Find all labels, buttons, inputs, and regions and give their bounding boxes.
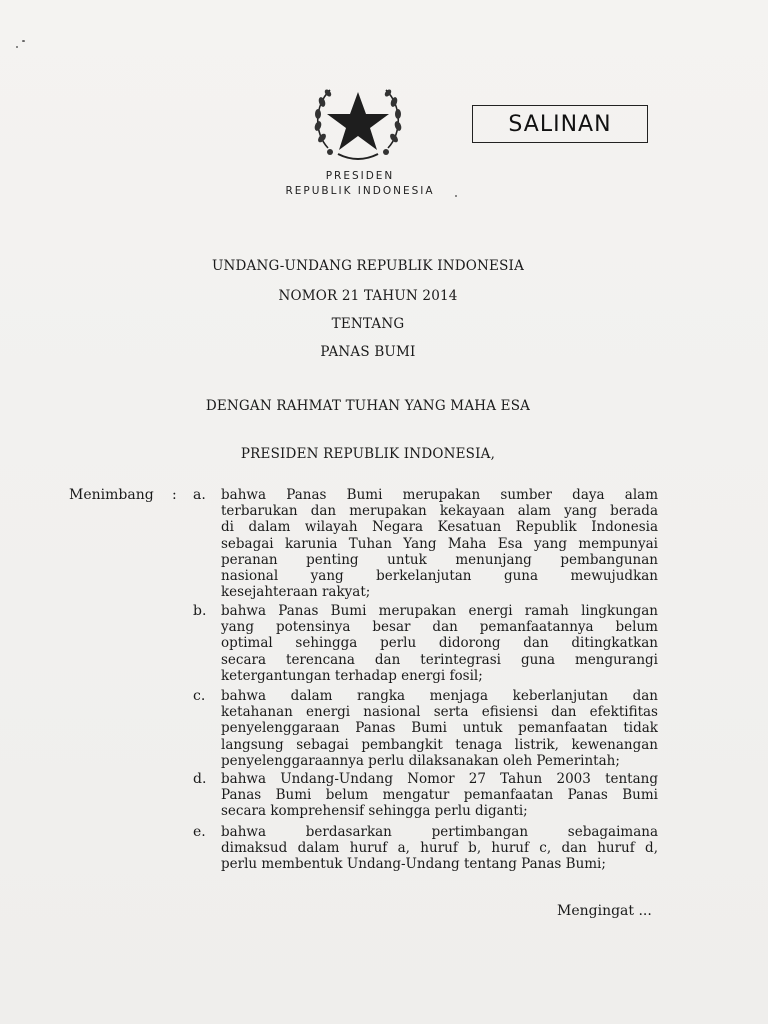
item-line: peranan penting untuk menunjang pembangunan <box>221 551 658 568</box>
scan-speck <box>455 195 457 197</box>
item-line: penyelenggaraan Panas Bumi untuk pemanfaatan tidak <box>221 720 658 737</box>
item-text <box>221 824 658 873</box>
item-line: secara terencana dan terintegrasi guna mengurangi <box>221 651 658 668</box>
item-line: kesejahteraan rakyat; <box>221 584 371 601</box>
item-text <box>221 771 658 820</box>
item-marker: d. <box>193 771 207 787</box>
item-line: bahwa dalam rangka menjaga keberlanjutan dan <box>221 688 658 704</box>
item-marker: b. <box>193 603 207 619</box>
law-title: UNDANG-UNDANG REPUBLIK INDONESIA <box>211 258 525 274</box>
item-marker: c. <box>193 688 206 704</box>
item-line: penyelenggaraannya perlu dilaksanakan oleh Pemerintah; <box>221 752 620 769</box>
garuda-star-emblem-icon <box>308 78 408 164</box>
item-text <box>221 603 658 684</box>
item-line: ketahanan energi nasional serta efisiensi dan efektifitas <box>221 704 658 721</box>
item-line: dimaksud dalam huruf a, huruf b, huruf c, dan huruf d, <box>221 840 658 857</box>
item-line: optimal sehingga perlu didorong dan ditingkatkan <box>221 635 658 652</box>
scan-speck <box>16 46 18 48</box>
scan-speck <box>22 40 25 42</box>
emblem-caption-republic: REPUBLIK INDONESIA <box>285 185 435 197</box>
item-line: perlu membentuk Undang-Undang tentang Panas Bumi; <box>221 856 606 873</box>
enactor-line: PRESIDEN REPUBLIK INDONESIA, <box>240 446 496 462</box>
item-line: sebagai karunia Tuhan Yang Maha Esa yang mempunyai <box>221 535 658 552</box>
item-line: yang potensinya besar dan pemanfaatannya belum <box>221 619 658 636</box>
item-line: nasional yang berkelanjutan guna mewujudkan <box>221 568 658 585</box>
item-text <box>221 487 658 600</box>
considering-label: Menimbang <box>69 487 154 503</box>
law-subject: PANAS BUMI <box>320 344 416 360</box>
blessing-line: DENGAN RAHMAT TUHAN YANG MAHA ESA <box>205 398 531 414</box>
considering-colon: : <box>172 487 177 503</box>
continuation-marker: Mengingat ... <box>557 903 652 919</box>
item-line: bahwa Panas Bumi merupakan sumber daya alam <box>221 487 658 503</box>
item-line: Panas Bumi belum mengatur pemanfaatan Panas Bumi <box>221 787 658 804</box>
item-line: di dalam wilayah Negara Kesatuan Republik Indonesia <box>221 519 658 536</box>
item-line: terbarukan dan merupakan kekayaan alam yang berada <box>221 503 658 520</box>
item-marker: a. <box>193 487 206 503</box>
item-line: ketergantungan terhadap energi fosil; <box>221 667 483 684</box>
item-line: bahwa Undang-Undang Nomor 27 Tahun 2003 tentang <box>221 771 658 787</box>
item-text <box>221 688 658 769</box>
item-line: bahwa Panas Bumi merupakan energi ramah lingkungan <box>221 603 658 619</box>
law-number: NOMOR 21 TAHUN 2014 <box>278 288 458 304</box>
item-marker: e. <box>193 824 206 840</box>
salinan-stamp: SALINAN <box>472 105 648 143</box>
law-about: TENTANG <box>331 316 405 332</box>
item-line: secara komprehensif sehingga perlu diganti; <box>221 803 528 820</box>
item-line: bahwa berdasarkan pertimbangan sebagaimana <box>221 824 658 840</box>
emblem-caption-president: PRESIDEN <box>325 170 395 182</box>
item-line: langsung sebagai pembangkit tenaga listrik, kewenangan <box>221 736 658 753</box>
